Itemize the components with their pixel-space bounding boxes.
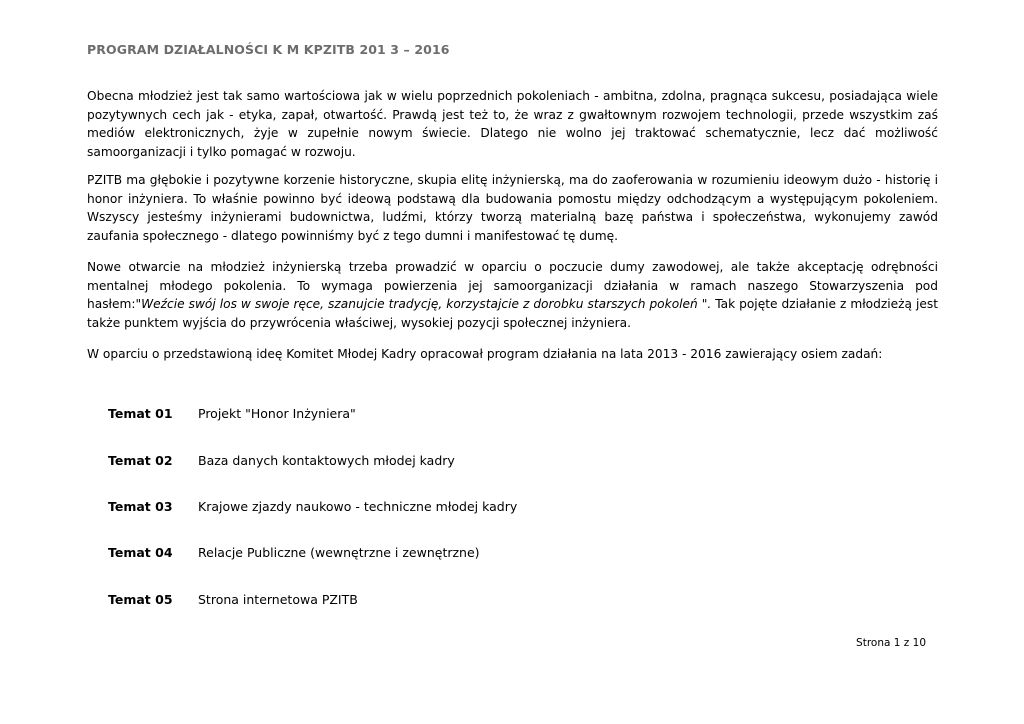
paragraph-new-opening — [87, 258, 938, 332]
topic-label: Relacje Publiczne (wewnętrzne i zewnętrzne) — [198, 545, 480, 560]
topic-label: Projekt "Honor Inżyniera" — [198, 406, 356, 421]
paragraph-pzitb: PZITB ma głębokie i pozytywne korzenie historyczne, skupia elitę inżynierską, ma do zaoferowania w rozumieniu ideowym dużo - historię i honor inżyniera. To właśnie powinno być ideową podstawą dla budowania pomostu między odchodzącym a występującym pokoleniem. Wszyscy jesteśmy inżynierami budownictwa, ludźmi, którzy tworzą materialną bazę państwa i społeczeństwa, wykonujemy zawód zaufania społecznego - dlatego powinniśmy być z tego dumni i manifestować tę dumę. — [87, 173, 938, 243]
topic-number: Temat 03 — [108, 499, 173, 514]
topic-item — [108, 545, 908, 563]
topic-number: Temat 05 — [108, 592, 173, 607]
topic-number: Temat 04 — [108, 545, 173, 560]
topic-item — [108, 592, 908, 610]
topic-number: Temat 01 — [108, 406, 173, 421]
topic-item — [108, 406, 908, 424]
page-number: Strona 1 z 10 — [856, 637, 926, 649]
paragraph-program-intro: W oparciu o przedstawioną ideę Komitet Młodej Kadry opracował program działania na lata 2013 - 2016 zawierający osiem zadań: — [87, 347, 883, 361]
topic-item — [108, 453, 908, 471]
paragraph-intro: Obecna młodzież jest tak samo wartościowa jak w wielu poprzednich pokoleniach - ambitna, zdolna, pragnąca sukcesu, posiadająca wiele pozytywnych cech jak - etyka, zapał, otwartość. Prawdą jest też to, że wraz z gwałtownym rozwojem technologii, przede wszystkim zaś mediów elektronicznych, żyje w zupełnie nowym świecie. Dlatego nie wolno jej traktować schematycznie, lecz dać możliwość samoorganizacji i tylko pomagać w rozwoju. — [87, 89, 938, 159]
paragraph-new-opening-text: Nowe otwarcie na młodzież inżynierską trzeba prowadzić w oparciu o poczucie dumy zawodowej, ale także akceptację odrębności mentalnej młodego pokolenia. To wymaga powierzenia jej samoorganizacji działania w ramach naszego Stowarzyszenia pod hasłem: — [87, 260, 938, 311]
topic-label: Krajowe zjazdy naukowo - techniczne młodej kadry — [198, 499, 518, 514]
topic-label: Baza danych kontaktowych młodej kadry — [198, 453, 455, 468]
topic-number: Temat 02 — [108, 453, 173, 468]
document-title: PROGRAM DZIAŁALNOŚCI K M KPZITB 201 3 – 2016 — [87, 42, 450, 57]
paragraph-new-opening-continuation: Tak pojęte działanie z młodzieżą jest także punktem wyjścia do przywrócenia właściwej, wysokiej pozycji społecznej inżyniera. — [87, 297, 938, 330]
topic-label: Strona internetowa PZITB — [198, 592, 358, 607]
motto-quote: "Weźcie swój los w swoje ręce, szanujcie tradycję, korzystajcie z dorobku starszych pokoleń ". — [135, 297, 712, 311]
topic-item — [108, 499, 908, 517]
